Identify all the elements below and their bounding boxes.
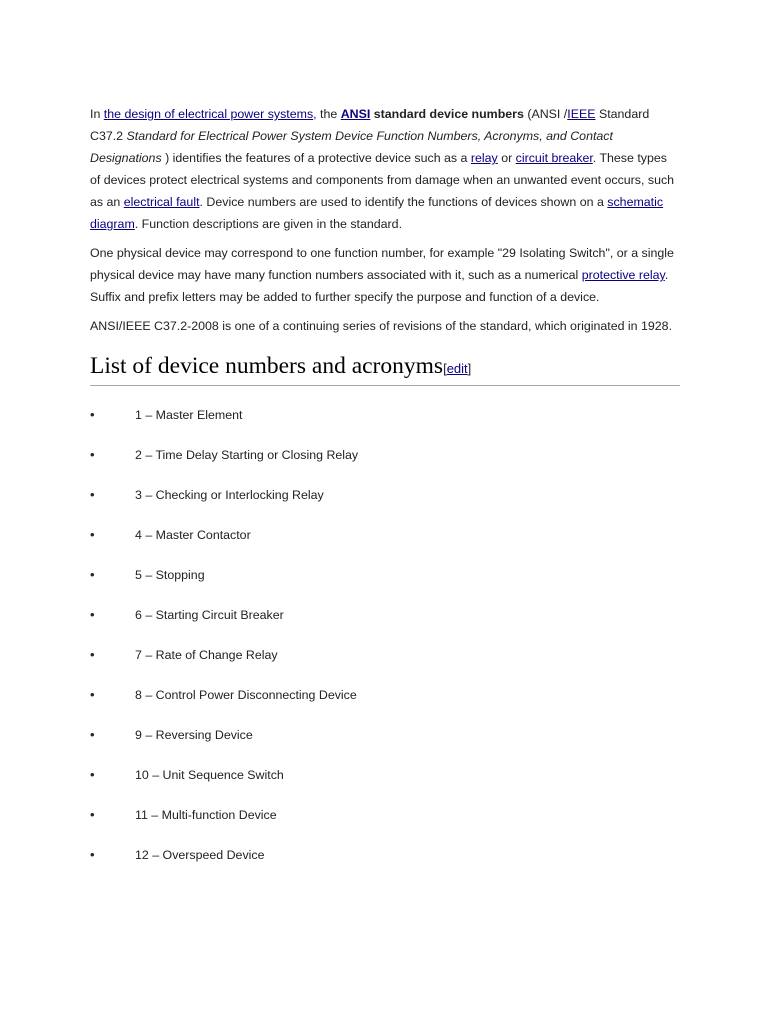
standard-title: Standard for Electrical Power System Device Function Numbers, Acronyms, and Contact Designations — [90, 129, 613, 165]
text-run: ) identifies the features of a protective device such as a — [161, 151, 471, 165]
link-electrical-fault[interactable]: electrical fault — [123, 195, 200, 209]
bold-term: standard device numbers — [370, 107, 524, 121]
device-label: 8 – Control Power Disconnecting Device — [135, 688, 357, 702]
link-ansi[interactable]: ANSI — [340, 107, 371, 121]
text-run: (ANSI / — [523, 107, 568, 121]
device-label: 7 – Rate of Change Relay — [135, 648, 278, 662]
bullet-icon: • — [90, 687, 95, 702]
device-label: 3 – Checking or Interlocking Relay — [135, 488, 324, 502]
bullet-icon: • — [90, 847, 95, 862]
link-relay[interactable]: relay — [470, 151, 498, 165]
text-run: In — [90, 107, 104, 121]
device-list — [90, 404, 680, 884]
bullet-icon: • — [90, 527, 95, 542]
list-item — [90, 524, 680, 564]
device-label: 11 – Multi-function Device — [135, 808, 277, 822]
text-run: Standard C37.2 — [90, 107, 650, 143]
device-label: 12 – Overspeed Device — [135, 848, 265, 862]
text-run: or — [497, 151, 516, 165]
text-run: . These types of devices protect electrical systems and components from damage when an unwanted event occurs, such as an — [90, 151, 675, 209]
device-label: 1 – Master Element — [135, 408, 243, 422]
list-item — [90, 764, 680, 804]
list-item — [90, 604, 680, 644]
text-run: One physical device may correspond to one function number, for example "29 Isolating Switch", or a single physical device may have many function numbers associated with it, such as a numerical — [90, 246, 674, 282]
list-item — [90, 484, 680, 524]
bullet-icon: • — [90, 447, 95, 462]
section-heading — [90, 351, 680, 386]
device-label: 5 – Stopping — [135, 568, 205, 582]
device-label: 9 – Reversing Device — [135, 728, 253, 742]
device-label: 2 – Time Delay Starting or Closing Relay — [135, 448, 359, 462]
bullet-icon: • — [90, 567, 95, 582]
link-protective-relay[interactable]: protective relay — [581, 268, 665, 282]
list-item — [90, 404, 680, 444]
bullet-icon: • — [90, 807, 95, 822]
bullet-icon: • — [90, 767, 95, 782]
list-item — [90, 564, 680, 604]
list-item — [90, 444, 680, 484]
section-title: List of device numbers and acronyms — [90, 353, 444, 379]
device-label: 10 – Unit Sequence Switch — [135, 768, 284, 782]
intro-paragraph-2 — [90, 242, 680, 308]
text-run: . Function descriptions are given in the standard. — [134, 217, 403, 231]
bullet-icon: • — [90, 647, 95, 662]
edit-section — [443, 361, 471, 376]
edit-bracket-open: [ — [443, 361, 447, 376]
bullet-icon: • — [90, 407, 95, 422]
edit-link[interactable]: edit — [446, 361, 468, 376]
text-run: . Suffix and prefix letters may be added to further specify the purpose and function of a device. — [90, 268, 669, 304]
bullet-icon: • — [90, 487, 95, 502]
list-item — [90, 644, 680, 684]
link-ieee[interactable]: IEEE — [567, 107, 596, 121]
list-item — [90, 684, 680, 724]
link-circuit-breaker[interactable]: circuit breaker — [515, 151, 593, 165]
bullet-icon: • — [90, 607, 95, 622]
article-content — [90, 103, 680, 884]
intro-paragraph-3: ANSI/IEEE C37.2-2008 is one of a continuing series of revisions of the standard, which originated in 1928. — [90, 319, 673, 333]
link-design-of-electrical-power-systems[interactable]: the design of electrical power systems — [103, 107, 314, 121]
text-run: . Device numbers are used to identify the functions of devices shown on a — [199, 195, 608, 209]
bullet-icon: • — [90, 727, 95, 742]
list-item — [90, 724, 680, 764]
list-item — [90, 844, 680, 884]
device-label: 4 – Master Contactor — [135, 528, 251, 542]
intro-paragraph-1 — [90, 103, 680, 235]
device-label: 6 – Starting Circuit Breaker — [135, 608, 284, 622]
text-run: , the — [313, 107, 341, 121]
link-schematic-diagram[interactable]: schematic diagram — [90, 195, 664, 231]
edit-bracket-close: ] — [467, 361, 472, 376]
list-item — [90, 804, 680, 844]
